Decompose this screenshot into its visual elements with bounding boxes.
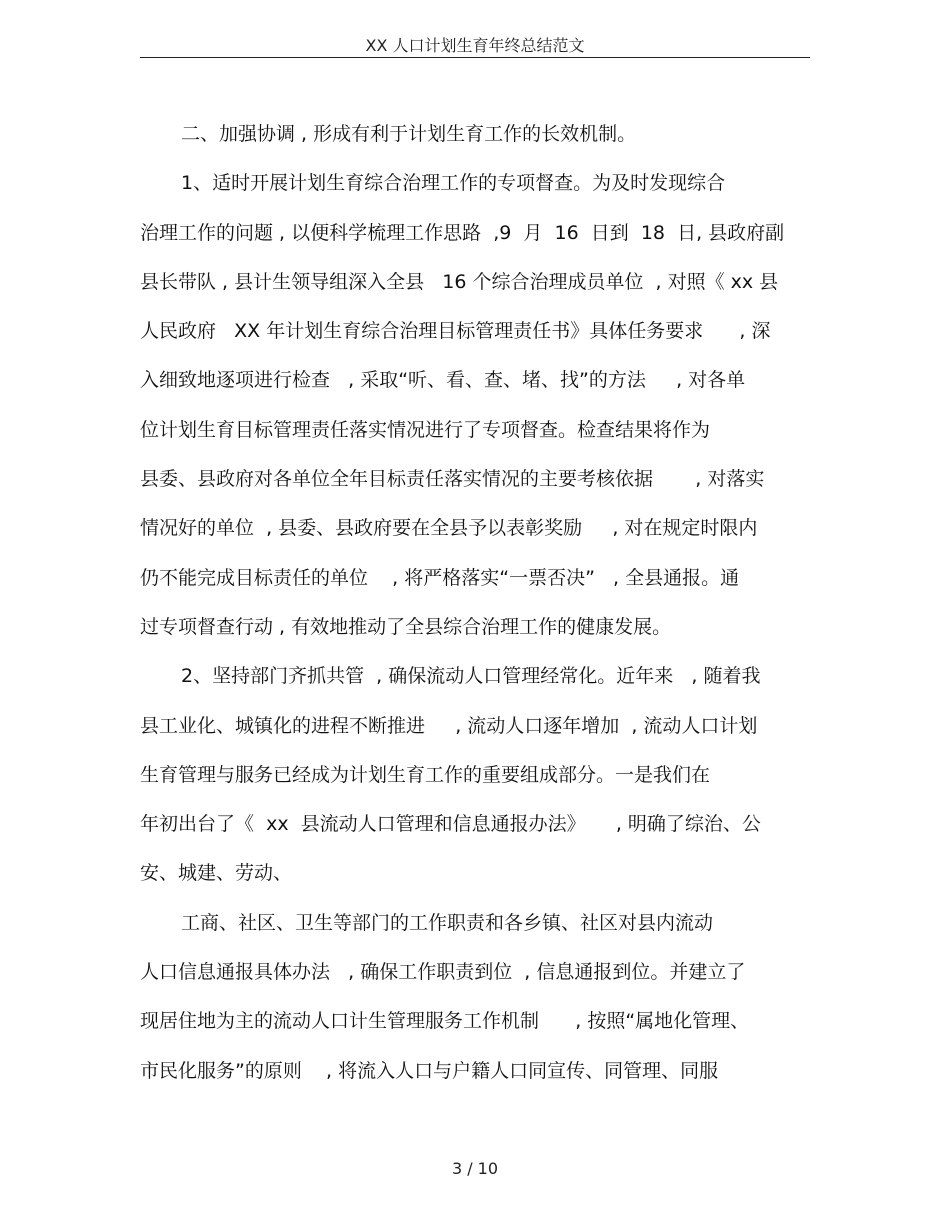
document-header-title: XX 人口计划生育年终总结范文 (365, 36, 585, 55)
paragraph-line: 县工业化、城镇化的进程不断推进 , 流动人口逐年增加 , 流动人口计划 (140, 714, 758, 737)
paragraph-line: 生育管理与服务已经成为计划生育工作的重要组成部分。一是我们在 (140, 763, 711, 786)
paragraph-line: 市民化服务”的原则 , 将流入人口与户籍人口同宣传、同管理、同服 (140, 1059, 719, 1082)
paragraph-line: 现居住地为主的流动人口计生管理服务工作机制 , 按照“属地化管理、 (140, 1010, 750, 1033)
paragraph-line: 治理工作的问题 , 以便科学梳理工作思路 ,9 月 16 日到 18 日, 县政府副 (140, 221, 785, 244)
section-heading: 二、加强协调 , 形成有利于计划生育工作的长效机制。 (181, 123, 637, 145)
paragraph-line: 安、城建、劳动、 (140, 862, 293, 885)
paragraph-line: 工商、社区、卫生等部门的工作职责和各乡镇、社区对县内流动 (181, 911, 714, 934)
paragraph-line: 县长带队 , 县计生领导组深入全县 16 个综合治理成员单位 , 对照《 xx 县 (140, 270, 779, 293)
paragraph-line: 人民政府 XX 年计划生育综合治理目标管理责任书》具体任务要求 , 深 (140, 320, 771, 343)
paragraph-line: 年初出台了《 xx 县流动人口管理和信息通报办法》 , 明确了综治、公 (140, 813, 761, 836)
paragraph-line: 位计划生育目标管理责任落实情况进行了专项督查。检查结果将作为 (140, 418, 711, 441)
paragraph-line: 仍不能完成目标责任的单位 , 将严格落实“一票否决” , 全县通报。通 (140, 566, 740, 589)
document-body (140, 110, 810, 1096)
paragraph-line: 情况好的单位 , 县委、县政府要在全县予以表彰奖励 , 对在规定时限内 (140, 517, 758, 540)
paragraph-line: 过专项督查行动 , 有效地推动了全县综合治理工作的健康发展。 (140, 615, 672, 638)
header-divider (140, 57, 810, 58)
paragraph-line: 2、坚持部门齐抓共管 , 确保流动人口管理经常化。近年来 , 随着我 (181, 665, 761, 688)
paragraph-line: 县委、县政府对各单位全年目标责任落实情况的主要考核依据 , 对落实 (140, 468, 765, 491)
page-number: 3 / 10 (451, 1159, 499, 1178)
paragraph-line: 入细致地逐项进行检查 , 采取“听、看、查、堵、找”的方法 , 对各单 (140, 369, 746, 392)
paragraph-line: 1、适时开展计划生育综合治理工作的专项督查。为及时发现综合 (181, 172, 726, 195)
paragraph-line: 人口信息通报具体办法 , 确保工作职责到位 , 信息通报到位。并建立了 (140, 961, 746, 984)
